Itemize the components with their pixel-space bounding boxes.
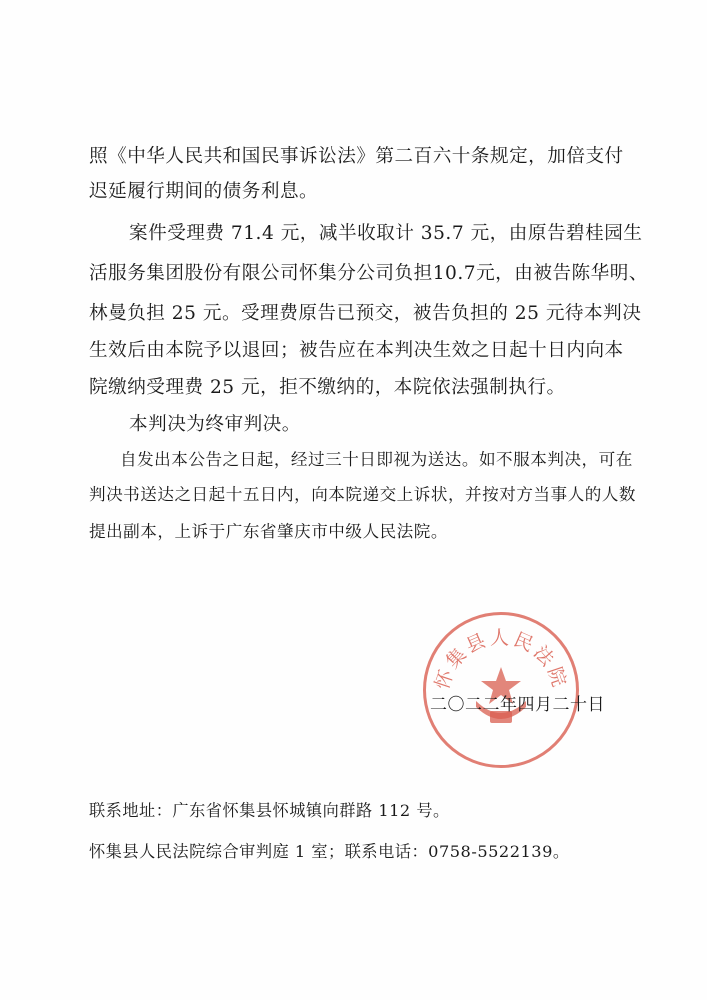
- paragraph-line-6: 生效后由本院予以退回；被告应在本判决生效之日起十日内向本: [89, 340, 624, 361]
- paragraph-line-1: 照《中华人民共和国民事诉讼法》第二百六十条规定，加倍支付: [89, 146, 624, 167]
- contact-address: 联系地址：广东省怀集县怀城镇向群路 112 号。: [89, 801, 450, 820]
- paragraph-line-5: 林曼负担 25 元。受理费原告已预交，被告负担的 25 元待本判决: [89, 303, 642, 324]
- paragraph-line-11: 提出副本，上诉于广东省肇庆市中级人民法院。: [89, 522, 448, 541]
- final-judgment-line: 本判决为终审判决。: [129, 414, 301, 435]
- paragraph-line-2: 迟延履行期间的债务利息。: [89, 181, 319, 202]
- seal-text: 怀集县人民法院: [431, 627, 571, 693]
- judgment-date: 二〇二二年四月二十日: [430, 695, 605, 715]
- paragraph-line-4: 活服务集团股份有限公司怀集分公司负担10.7元，由被告陈华明、: [89, 263, 648, 284]
- contact-phone: 怀集县人民法院综合审判庭 1 室；联系电话：0758-5522139。: [89, 842, 570, 861]
- paragraph-line-3: 案件受理费 71.4 元，减半收取计 35.7 元，由原告碧桂园生: [129, 223, 643, 244]
- paragraph-line-7: 院缴纳受理费 25 元，拒不缴纳的，本院依法强制执行。: [89, 377, 566, 398]
- paragraph-line-10: 判决书送达之日起十五日内，向本院递交上诉状，并按对方当事人的人数: [89, 485, 636, 504]
- paragraph-line-9: 自发出本公告之日起，经过三十日即视为送达。如不服本判决，可在: [120, 450, 633, 469]
